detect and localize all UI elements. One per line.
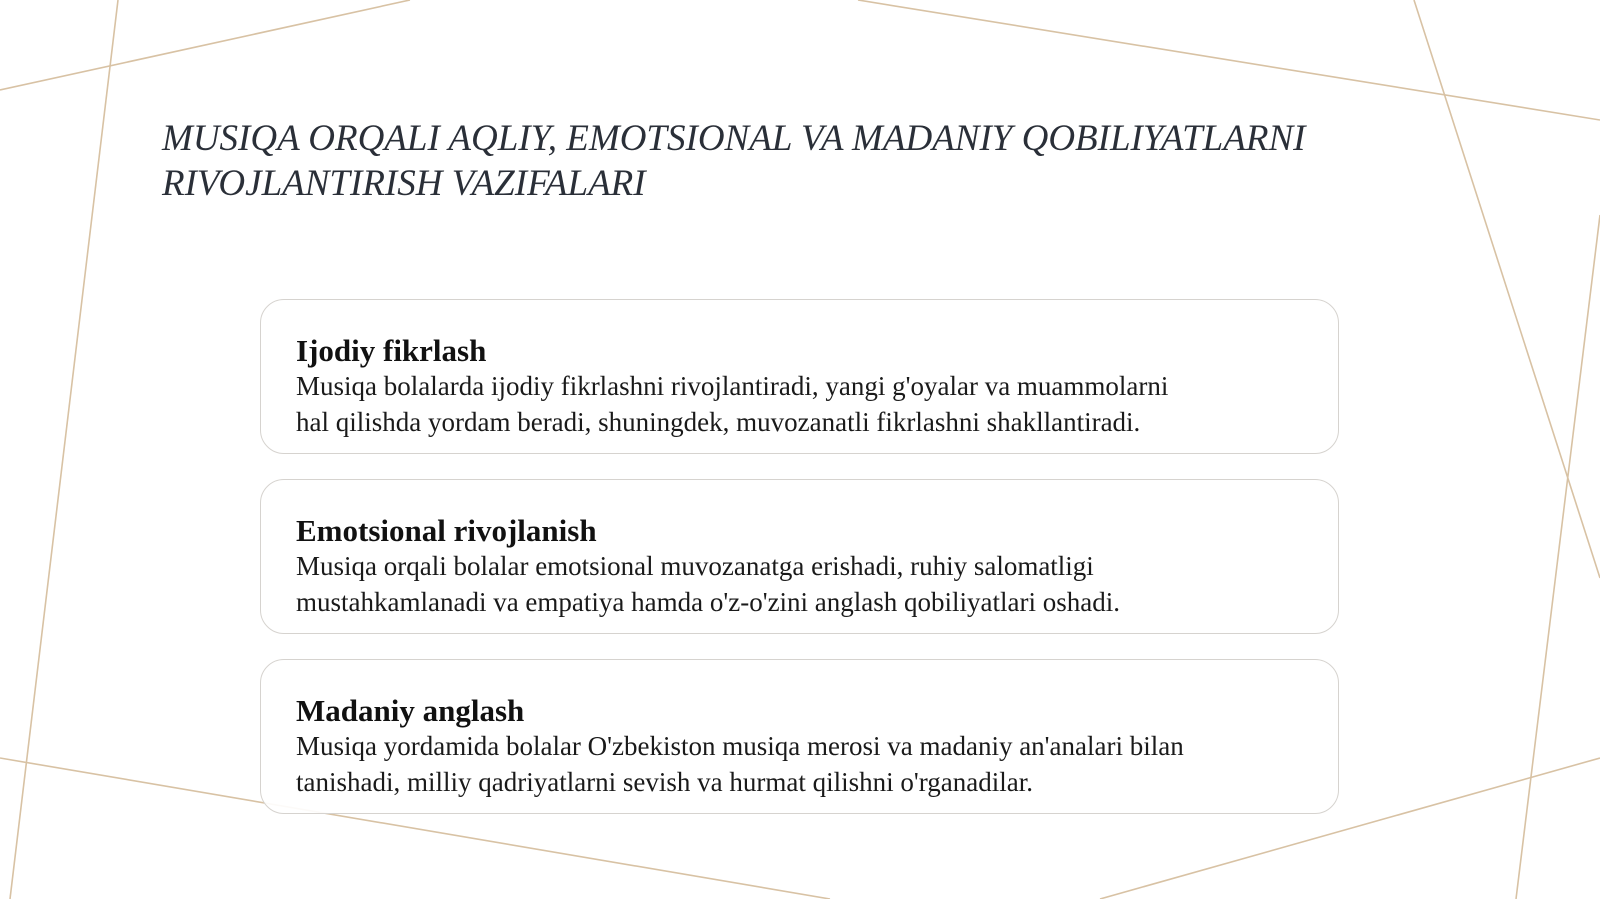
card-cultural-understanding xyxy=(260,659,1339,814)
slide-title-line-2: RIVOJLANTIRISH VAZIFALARI xyxy=(162,163,646,204)
decorative-line xyxy=(10,0,118,899)
card-description-line: Musiqa orqali bolalar emotsional muvozanatga erishadi, ruhiy salomatligi xyxy=(296,551,1094,581)
card-heading: Madaniy anglash xyxy=(296,693,525,728)
slide-title-line-1: MUSIQA ORQALI AQLIY, EMOTSIONAL VA MADANIY QOBILIYATLARNI xyxy=(162,118,1306,159)
card-description-line: Musiqa yordamida bolalar O'zbekiston musiqa merosi va madaniy an'analari bilan xyxy=(296,731,1184,761)
slide-title xyxy=(162,116,1462,206)
decorative-line xyxy=(1516,215,1600,899)
card-description-line: hal qilishda yordam beradi, shuningdek, muvozanatli fikrlashni shakllantiradi. xyxy=(296,407,1141,437)
decorative-line xyxy=(1414,0,1600,578)
card-description-line: tanishadi, milliy qadriyatlarni sevish va hurmat qilishni o'rganadilar. xyxy=(296,767,1033,797)
card-heading: Emotsional rivojlanish xyxy=(296,513,597,548)
card-emotional-development xyxy=(260,479,1339,634)
decorative-line xyxy=(0,0,410,90)
card-description xyxy=(296,548,1302,620)
card-description xyxy=(296,728,1302,800)
card-description-line: Musiqa bolalarda ijodiy fikrlashni rivojlantiradi, yangi g'oyalar va muammolarni xyxy=(296,371,1169,401)
card-creative-thinking xyxy=(260,299,1339,454)
card-description-line: mustahkamlanadi va empatiya hamda o'z-o'zini anglash qobiliyatlari oshadi. xyxy=(296,587,1120,617)
card-description xyxy=(296,368,1302,440)
decorative-line xyxy=(858,0,1600,120)
card-heading: Ijodiy fikrlash xyxy=(296,333,487,368)
